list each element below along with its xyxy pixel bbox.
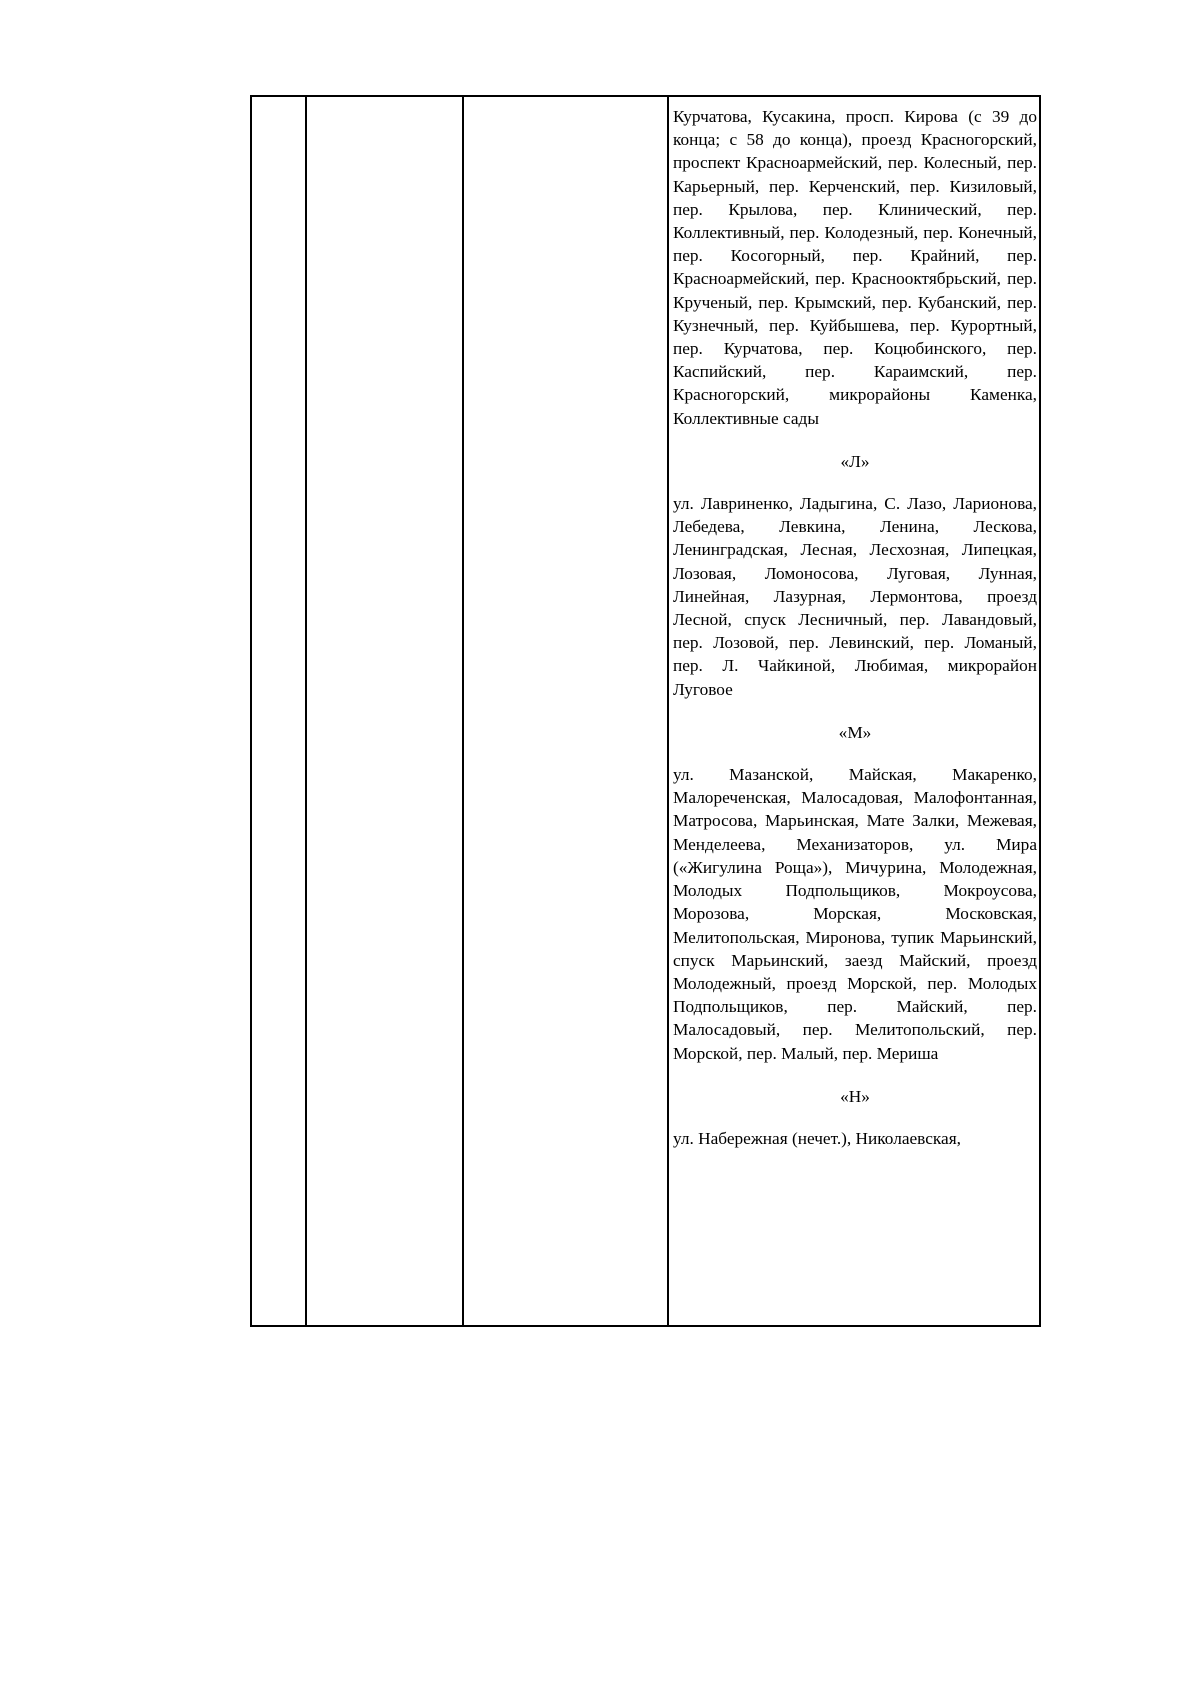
letter-heading-n: «Н»: [840, 1086, 870, 1106]
section-n-text: ул. Набережная (нечет.), Николаевская,: [673, 1128, 961, 1148]
column-divider-1: [305, 95, 307, 1327]
letter-heading-l: «Л»: [840, 451, 870, 471]
section-l-text: ул. Лавриненко, Ладыгина, С. Лазо, Ларионова, Лебедева, Левкина, Ленина, Лескова, Ленинградская, Лесная, Лесхозная, Липецкая, Лозовая, Ломоносова, Луговая, Лунная, Линейная, Лазурная, Лермонтова, проезд Лесной, спуск Лесничный, пер. Лавандовый, пер. Лозовой, пер. Левинский, пер. Ломаный, пер. Л. Чайкиной, Любимая, микрорайон Луговое: [673, 494, 1037, 699]
column-divider-2: [462, 95, 464, 1327]
streets-cell: [673, 105, 1037, 1150]
section-k-text: Курчатова, Кусакина, просп. Кирова (с 39 до конца; с 58 до конца), проезд Красногорский, проспект Красноармейский, пер. Колесный, пер. Карьерный, пер. Керченский, пер. Кизиловый, пер. Крылова, пер. Клинический, пер. Коллективный, пер. Колодезный, пер. Конечный, пер. Косогорный, пер. Крайний, пер. Красноармейский, пер. Краснооктябрьский, пер. Крученый, пер. Крымский, пер. Кубанский, пер. Кузнечный, пер. Куйбышева, пер. Курортный, пер. Курчатова, пер. Коцюбинского, пер. Каспийский, пер. Караимский, пер. Красногорский, микрорайоны Каменка, Коллективные сады: [673, 107, 1037, 428]
letter-heading-m: «М»: [838, 722, 872, 742]
column-divider-3: [667, 95, 669, 1327]
section-m-text: ул. Мазанской, Майская, Макаренко, Малореченская, Малосадовая, Малофонтанная, Матросова, Марьинская, Мате Залки, Межевая, Менделеева, Механизаторов, ул. Мира («Жигулина Роща»), Мичурина, Молодежная, Молодых Подпольщиков, Мокроусова, Морозова, Морская, Московская, Мелитопольская, Миронова, тупик Марьинский, спуск Марьинский, заезд Майский, проезд Молодежный, проезд Морской, пер. Молодых Подпольщиков, пер. Майский, пер. Малосадовый, пер. Мелитопольский, пер. Морской, пер. Малый, пер. Мериша: [673, 765, 1037, 1063]
